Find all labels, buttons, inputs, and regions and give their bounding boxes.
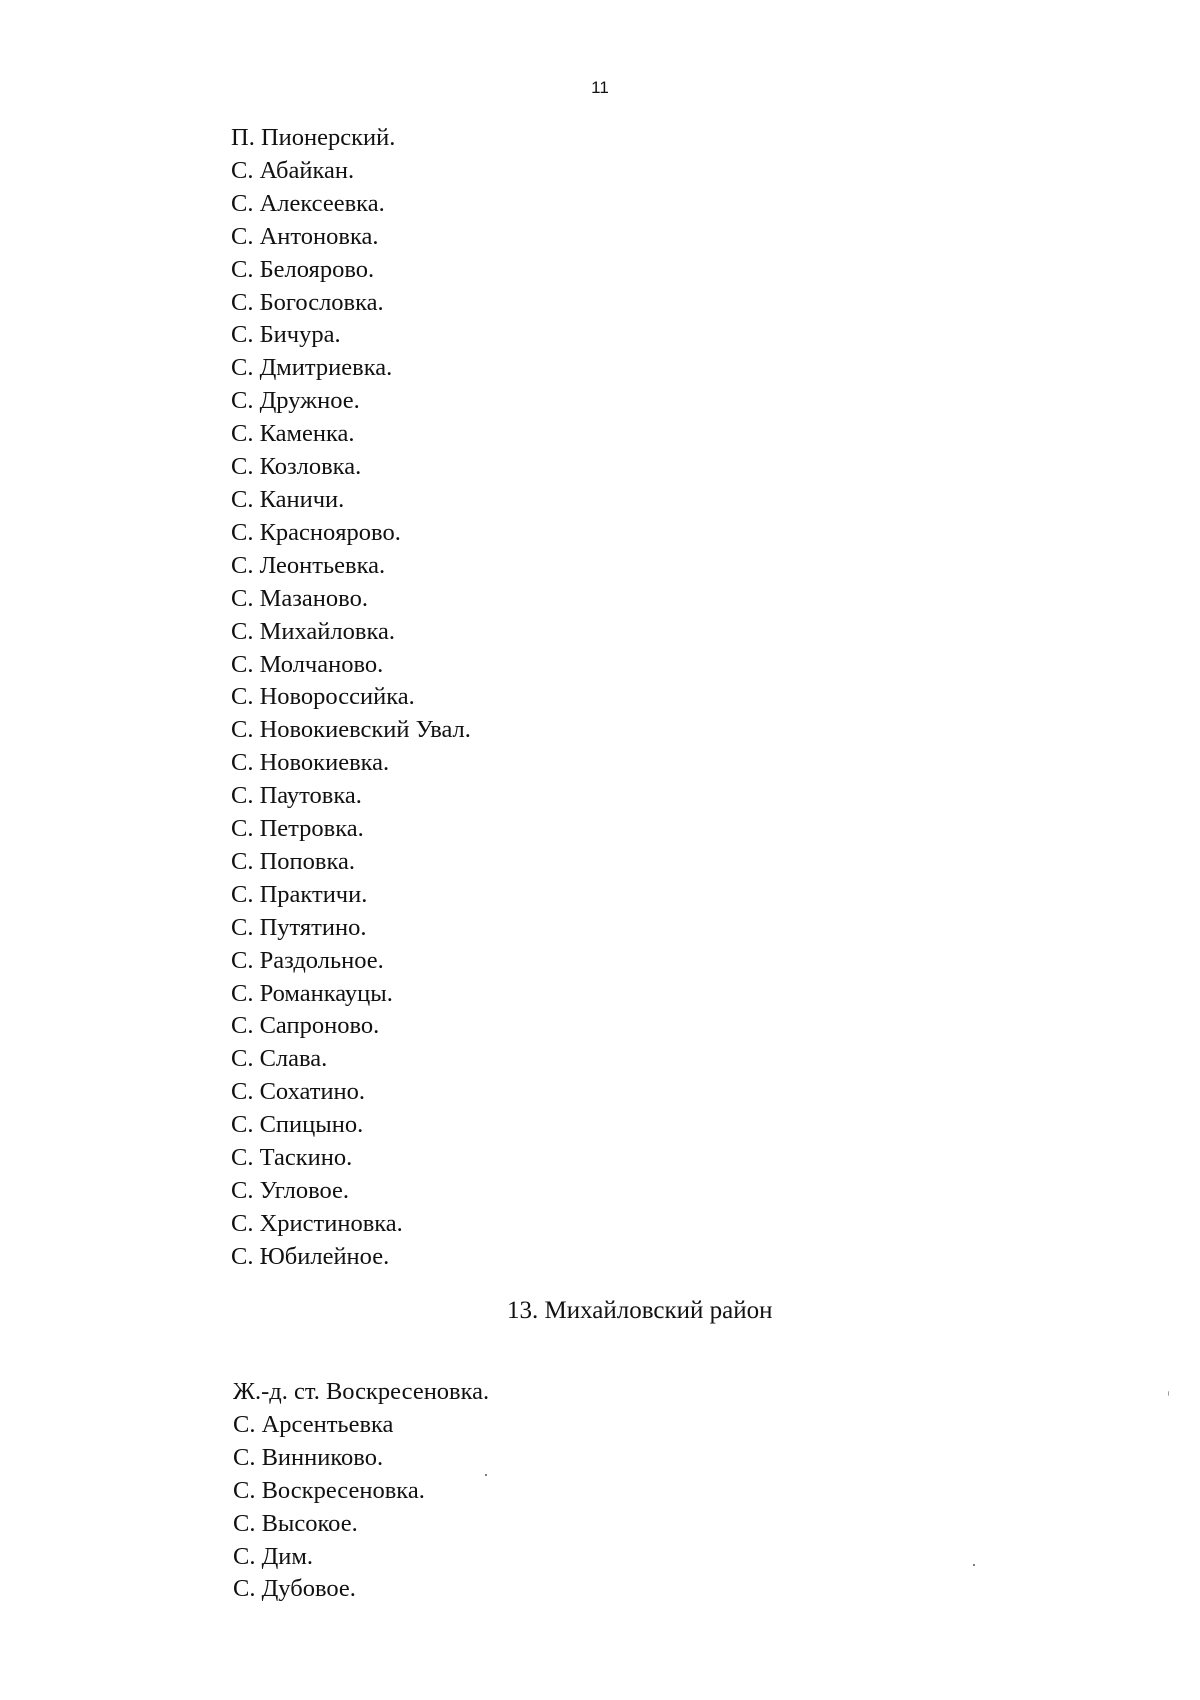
list-item: С. Дим. (233, 1542, 314, 1570)
list-item: С. Романкауцы. (231, 979, 393, 1007)
list-item: С. Таскино. (231, 1144, 353, 1172)
list-item: С. Слава. (231, 1045, 328, 1073)
list-item: С. Антоновка. (231, 222, 379, 250)
section-heading: 13. Михайловский район (507, 1297, 773, 1324)
list-item: С. Леонтьевка. (231, 551, 386, 579)
list-item: С. Козловка. (231, 453, 362, 481)
list-item: С. Бичура. (231, 321, 341, 349)
scan-speck (973, 1564, 975, 1566)
list-item: С. Краснoярово. (231, 518, 401, 546)
list-item: С. Белоярово. (231, 255, 375, 283)
list-item: С. Арсентьевка (233, 1410, 394, 1438)
settlement-list-mikhailovsky (233, 1376, 489, 1606)
list-item: С. Сапроново. (231, 1012, 380, 1040)
list-item: С. Новокиевский Увал. (231, 716, 471, 744)
list-item: С. Высокое. (233, 1509, 358, 1537)
list-item: С. Дмитриевка. (231, 354, 393, 382)
list-item: С. Алексеевка. (231, 189, 385, 217)
list-item: С. Христиновка. (231, 1209, 403, 1237)
list-item: Ж.-д. ст. Воскресеновка. (233, 1378, 490, 1405)
settlement-list (231, 122, 471, 1274)
scan-speck (485, 1474, 487, 1476)
list-item: С. Дубовое. (233, 1575, 356, 1603)
list-item: С. Угловое. (231, 1177, 350, 1204)
list-item: С. Абайкан. (231, 156, 355, 184)
list-item: С. Каменка. (231, 420, 355, 448)
list-item: С. Спицыно. (231, 1111, 364, 1139)
list-item: С. Раздольное. (231, 946, 384, 974)
list-item: С. Путятино. (231, 913, 367, 941)
list-item: С. Петровка. (231, 815, 364, 843)
list-item: С. Винниково. (233, 1443, 384, 1471)
list-item: С. Мазаново. (231, 584, 368, 612)
list-item: С. Практичи. (231, 880, 368, 908)
list-item: С. Михайловка. (231, 617, 395, 645)
list-item: С. Каничи. (231, 485, 345, 513)
page-number: 11 (591, 78, 609, 97)
list-item: С. Богословка. (231, 288, 384, 316)
list-item: С. Паутовка. (231, 782, 362, 810)
list-item: С. Молчаново. (231, 650, 384, 678)
list-item: С. Юбилейное. (231, 1242, 390, 1270)
list-item: С. Поповка. (231, 847, 355, 875)
list-item: С. Дружное. (231, 387, 360, 415)
scan-speck (1168, 1391, 1169, 1396)
list-item: П. Пионерский. (231, 124, 396, 151)
list-item: С. Новокиевка. (231, 749, 390, 777)
list-item: С. Сохатино. (231, 1078, 366, 1106)
list-item: С. Воскресеновка. (233, 1476, 425, 1504)
list-item: С. Новороссийка. (231, 683, 415, 711)
